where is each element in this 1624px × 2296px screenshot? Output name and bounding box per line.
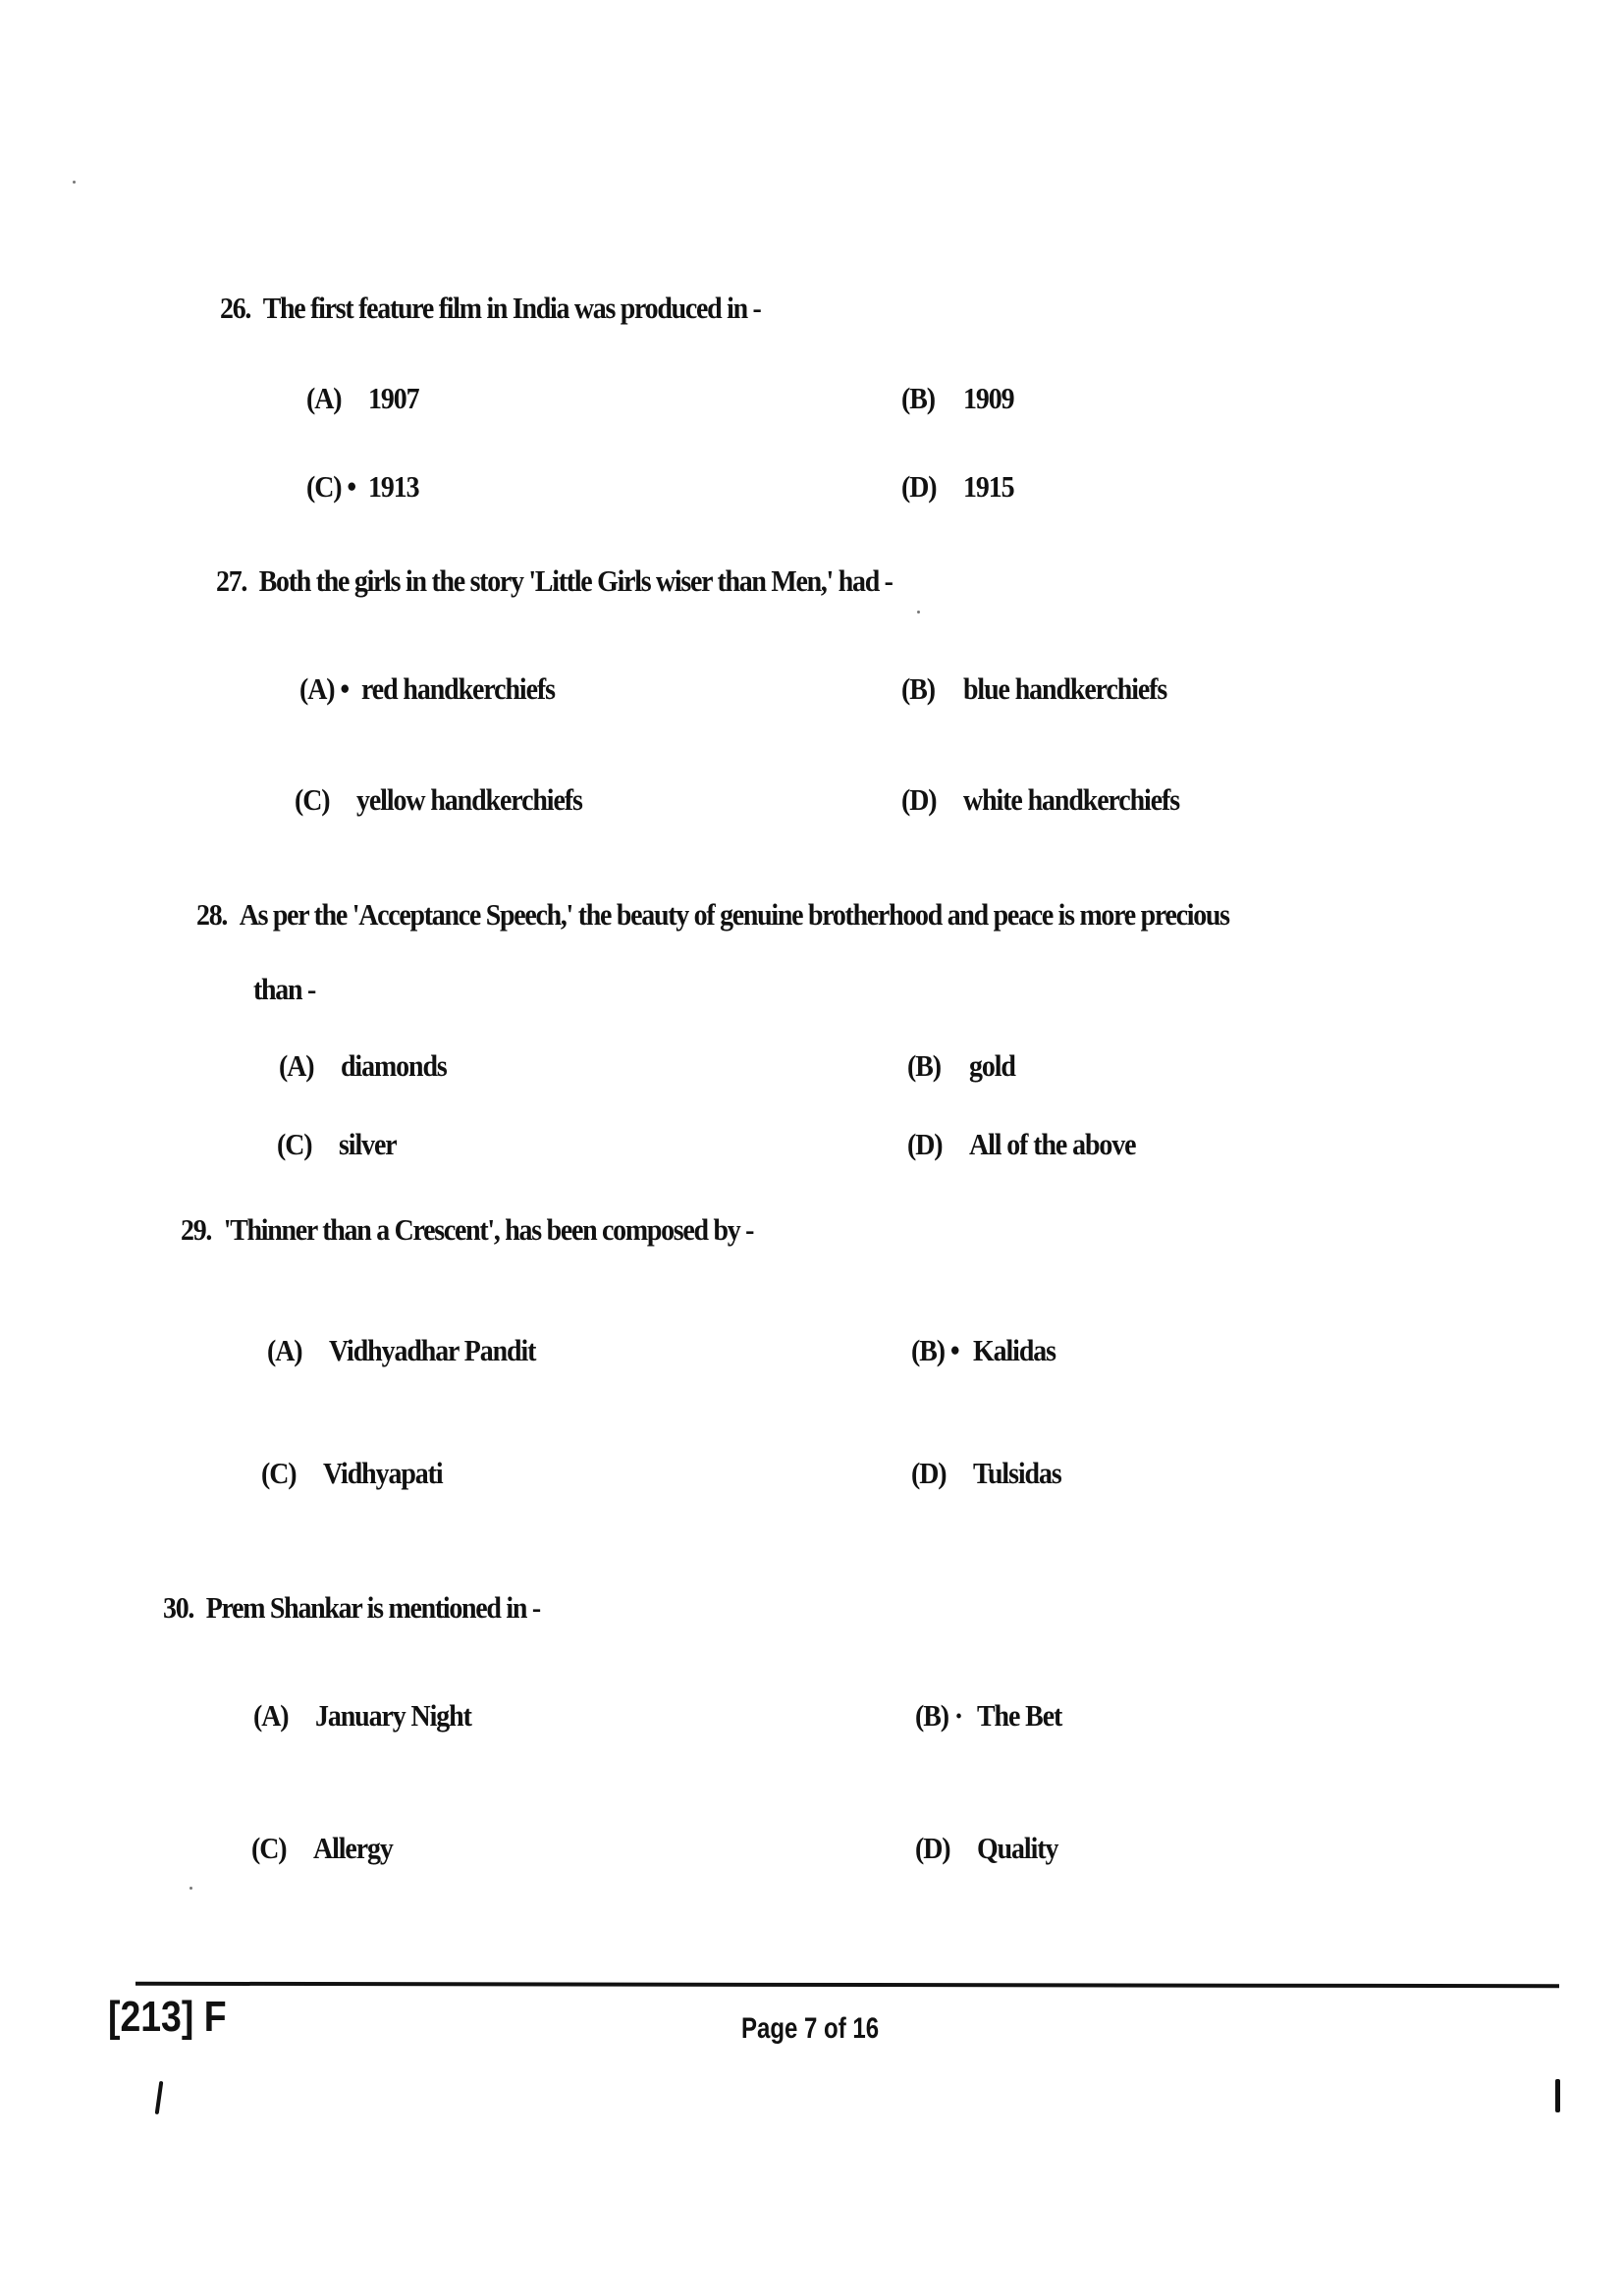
option-28-d (907, 1127, 1135, 1162)
option-26-a (306, 381, 418, 416)
option-30-c (251, 1831, 393, 1866)
option-label: (A) (306, 381, 342, 415)
option-text: Kalidas (973, 1333, 1056, 1367)
option-text: Quality (977, 1831, 1058, 1865)
question-28 (196, 897, 1229, 933)
scan-speck (917, 611, 920, 614)
option-text: diamonds (341, 1048, 447, 1083)
option-30-b (915, 1698, 1061, 1734)
option-label: (D) (911, 1456, 947, 1490)
option-text: yellow handkerchiefs (356, 782, 582, 817)
option-26-c (306, 469, 418, 505)
option-28-a (279, 1048, 447, 1084)
option-label: (C) (251, 1831, 287, 1865)
option-text: white handkerchiefs (963, 782, 1180, 817)
option-label: (C) • (306, 469, 356, 504)
option-26-b (901, 381, 1013, 416)
option-label: (C) (295, 782, 330, 817)
footer-divider (135, 1982, 1559, 1989)
option-label: (A) • (299, 671, 350, 706)
option-28-b (907, 1048, 1015, 1084)
margin-mark-left (155, 2081, 164, 2114)
option-text: The Bet (977, 1698, 1062, 1733)
option-text: Vidhyapati (323, 1456, 443, 1490)
option-30-d (915, 1831, 1057, 1866)
option-26-d (901, 469, 1013, 505)
page-number: Page 7 of 16 (741, 2012, 880, 2045)
question-29 (181, 1212, 753, 1248)
option-29-d (911, 1456, 1061, 1491)
option-30-a (253, 1698, 471, 1734)
option-label: (C) (277, 1127, 312, 1161)
question-number: 27. (216, 563, 247, 598)
option-28-c (277, 1127, 397, 1162)
question-30 (163, 1590, 540, 1626)
option-text: 1913 (368, 469, 419, 504)
option-text: All of the above (969, 1127, 1136, 1161)
option-label: (B) (901, 381, 935, 415)
question-27 (216, 563, 893, 599)
option-label: (A) (279, 1048, 314, 1083)
option-text: gold (969, 1048, 1015, 1083)
option-label: (B) • (911, 1333, 959, 1367)
option-label: (A) (253, 1698, 289, 1733)
question-28-continued (253, 972, 315, 1007)
question-text: The first feature film in India was produced in - (262, 291, 761, 325)
option-text: January Night (315, 1698, 471, 1733)
option-text: 1915 (963, 469, 1014, 504)
option-text: 1909 (963, 381, 1014, 415)
question-text: As per the 'Acceptance Speech,' the beauty of genuine brotherhood and peace is more precious (239, 897, 1229, 932)
option-text: 1907 (368, 381, 419, 415)
paper-code: [213] F (108, 1993, 227, 2041)
option-29-b (911, 1333, 1056, 1368)
option-label: (D) (901, 469, 937, 504)
option-label: (B) · (915, 1698, 963, 1733)
scan-speck (189, 1887, 192, 1890)
option-27-c (295, 782, 582, 818)
option-text: silver (339, 1127, 397, 1161)
option-label: (A) (267, 1333, 302, 1367)
option-27-a (299, 671, 555, 707)
question-text: 'Thinner than a Crescent', has been composed by - (223, 1212, 754, 1247)
scan-speck (73, 181, 76, 184)
question-number: 30. (163, 1590, 194, 1625)
option-29-c (261, 1456, 443, 1491)
question-number: 28. (196, 897, 228, 932)
option-label: (D) (915, 1831, 950, 1865)
option-27-b (901, 671, 1166, 707)
option-text: red handkerchiefs (361, 671, 555, 706)
question-26 (220, 291, 761, 326)
question-text-continued: than - (253, 972, 315, 1006)
option-label: (B) (901, 671, 935, 706)
option-label: (D) (907, 1127, 943, 1161)
option-label: (B) (907, 1048, 941, 1083)
option-29-a (267, 1333, 535, 1368)
question-text: Both the girls in the story 'Little Girls wiser than Men,' had - (258, 563, 893, 598)
question-text: Prem Shankar is mentioned in - (205, 1590, 540, 1625)
question-number: 26. (220, 291, 251, 325)
option-text: Allergy (313, 1831, 393, 1865)
option-label: (D) (901, 782, 937, 817)
option-text: Tulsidas (973, 1456, 1061, 1490)
margin-mark-right (1555, 2079, 1560, 2112)
option-27-d (901, 782, 1179, 818)
question-number: 29. (181, 1212, 212, 1247)
option-text: Vidhyadhar Pandit (329, 1333, 536, 1367)
option-text: blue handkerchiefs (963, 671, 1167, 706)
option-label: (C) (261, 1456, 297, 1490)
